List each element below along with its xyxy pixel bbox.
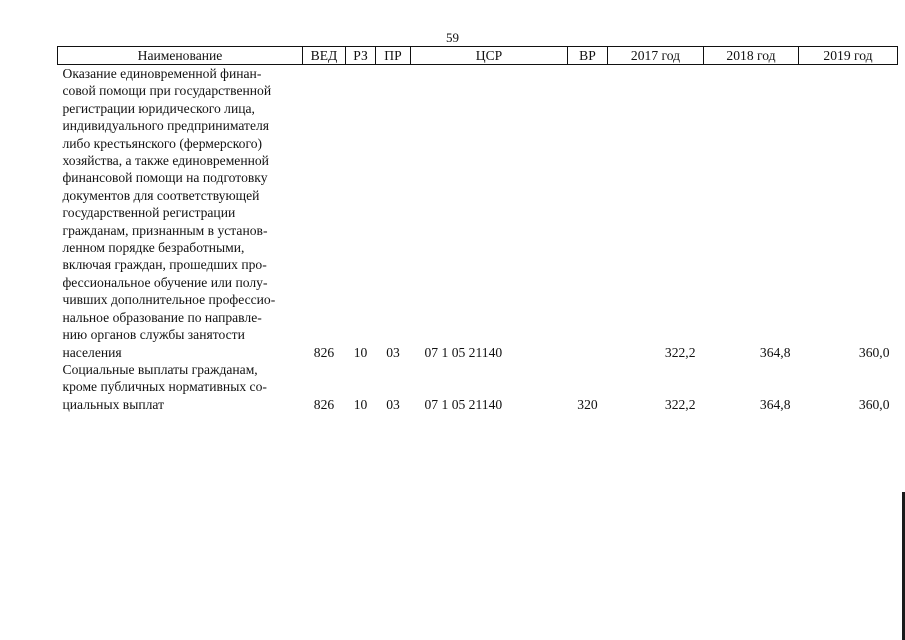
header-name: Наименование	[58, 47, 303, 65]
row-2018: 364,8	[759, 396, 791, 412]
row-name-line: нальное образование по направле-	[62, 309, 262, 325]
header-ved: ВЕД	[303, 47, 346, 65]
row-name-line: совой помощи при государственной	[62, 83, 272, 99]
header-rz: РЗ	[346, 47, 376, 65]
header-pr: ПР	[376, 47, 411, 65]
table-row	[58, 65, 898, 361]
header-vr: ВР	[568, 47, 608, 65]
row-name-line: фессиональное обучение или полу-	[62, 274, 268, 290]
row-csr: 07 1 05 21140	[424, 344, 503, 360]
header-2017: 2017 год	[608, 47, 704, 65]
table-row	[58, 361, 898, 413]
row-name-line: индивидуального предпринимателя	[62, 118, 270, 134]
row-name-line: включая граждан, прошедших про-	[62, 257, 267, 273]
row-csr: 07 1 05 21140	[424, 396, 503, 412]
header-2019: 2019 год	[799, 47, 898, 65]
row-vr	[568, 65, 608, 361]
row-2018: 364,8	[759, 344, 791, 360]
budget-table	[57, 46, 898, 413]
row-name-line: населения	[62, 344, 122, 360]
row-2017: 322,2	[664, 396, 696, 412]
row-name-line: Социальные выплаты гражданам,	[62, 361, 258, 377]
row-pr: 03	[386, 344, 400, 360]
row-name-line: нию органов службы занятости	[62, 327, 245, 343]
row-2019: 360,0	[858, 396, 890, 412]
row-name-line: хозяйства, а также единовременной	[62, 153, 269, 169]
table-header-row	[58, 47, 898, 65]
row-name-line: финансовой помощи на подготовку	[62, 170, 268, 186]
row-2019: 360,0	[858, 344, 890, 360]
row-pr: 03	[386, 396, 400, 412]
row-name-line: гражданам, признанным в установ-	[62, 222, 268, 238]
row-name-line: государственной регистрации	[62, 205, 236, 221]
header-2018: 2018 год	[704, 47, 799, 65]
row-ved: 826	[313, 344, 335, 360]
row-name-line: документов для соответствующей	[62, 187, 260, 203]
row-vr: 320	[577, 396, 598, 412]
row-rz: 10	[353, 344, 368, 360]
row-name	[58, 361, 303, 413]
row-name	[58, 65, 303, 361]
row-name-line: кроме публичных нормативных со-	[62, 379, 267, 395]
row-name-line: циальных выплат	[62, 396, 165, 412]
row-rz: 10	[353, 396, 368, 412]
header-csr: ЦСР	[411, 47, 568, 65]
row-name-line: ленном порядке безработными,	[62, 240, 245, 256]
row-name-line: либо крестьянского (фермерского)	[62, 135, 263, 151]
row-name-line: регистрации юридического лица,	[62, 100, 255, 116]
page-number: 59	[446, 30, 459, 45]
row-name-line: чивших дополнительное профессио-	[62, 292, 276, 308]
row-name-line: Оказание единовременной финан-	[62, 66, 262, 81]
row-2017: 322,2	[664, 344, 696, 360]
row-ved: 826	[313, 396, 335, 412]
